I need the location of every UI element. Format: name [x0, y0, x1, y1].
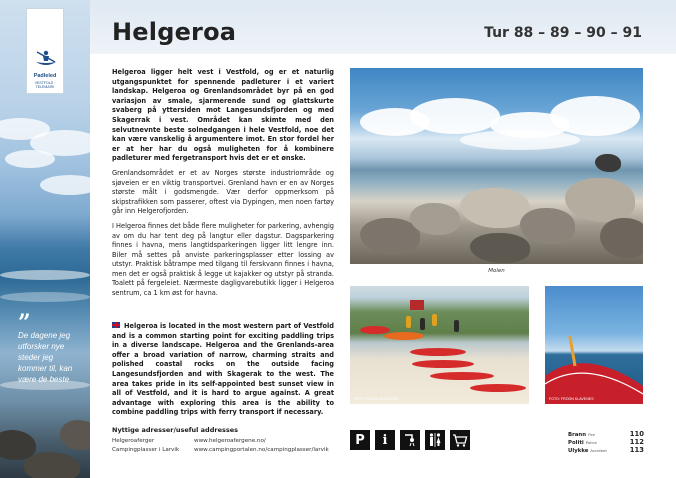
emergency-label-en: Accident — [590, 448, 607, 453]
kayak-bow — [545, 336, 643, 404]
emergency-row — [568, 430, 644, 438]
logo-text: Padleled — [33, 73, 57, 79]
body-paragraph: I Helgeroa finnes det både flere muligheter for parkering, avhengig av om du har tent deg på langtur eller dagstur. Dagsparkering finnes i havna, mens langtidsparkeringen ligger litt lengre inn. Biler må settes på anviste parkeringsplasser etter lossing av utstyr. Praktisk båtrampe med tilgang til ferskvann finnes i havna, men det er også praktisk å legge ut kajakker og utstyr på stranda. Toalett på fergeleiet. Nærmeste dagligvarebutikk ligger i Helgeroa sentrum, ca 1 km øst for havna. — [112, 221, 334, 298]
sidebar-photo — [0, 0, 90, 478]
english-text: Helgeroa is located in the most western part of Vestfold and is a common starting point for exciting paddling trips in a diverse landscape. Helgeroa and the Grenlands-area offer a broad variation of narrow, charming straits and polished coastal rocks on the outside facing Langesundsfjorden and with Skagerak to the west. The area takes pride in its self-appointed best sunset view in all of Vestfold, and it is hard to argue against. A great advantage with exploring this area is the ability to combine paddling trips with ferry transport if necessary. — [112, 322, 334, 417]
quote-mark-icon: ” — [18, 310, 31, 336]
beach-kayaks-photo — [350, 286, 529, 404]
tour-numbers: Tur 88 – 89 – 90 – 91 — [484, 25, 642, 41]
address-row — [112, 446, 372, 455]
emergency-label: Ulykke — [568, 448, 589, 454]
english-summary — [112, 322, 334, 418]
facility-icons — [350, 430, 470, 450]
main-photo-caption: Molen — [488, 268, 505, 274]
addresses-title: Nyttige adresser/useful addresses — [112, 426, 238, 434]
norwegian-text — [112, 68, 334, 304]
photo-credit: FOTO: FROGN KLAVENES — [354, 397, 399, 401]
main-photo-molen — [350, 68, 643, 264]
shop-icon — [450, 430, 470, 450]
kayak-closeup-photo — [545, 286, 643, 404]
uk-flag-icon — [112, 322, 120, 328]
emergency-label: Politi — [568, 440, 584, 446]
info-icon: i — [375, 430, 395, 450]
kayak-paddler-icon — [35, 49, 57, 67]
addresses-list — [112, 437, 372, 455]
address-name: Helgeroaferger — [112, 438, 155, 444]
emergency-numbers — [568, 430, 644, 454]
red-house — [410, 300, 424, 310]
emergency-number: 110 — [629, 430, 644, 438]
emergency-row — [568, 446, 644, 454]
address-name: Campingplasser i Larvik — [112, 447, 180, 453]
sidebar-quote: De dagene jeg utforsker nye steder jeg kommer til, kan være de beste — [18, 331, 73, 384]
intro-paragraph: Helgeroa ligger helt vest i Vestfold, og er et naturlig utgangspunktet for spennende padleturer i et variert landskap. Helgeroa og Grenlandsområdet byr på en god variasjon av smale, sjarmerende sund og glattskurte svaberg på yttersiden mot Langesundsfjorden og med Skagerrak i vest. Området kan skimte med den selvutnevnte beste solnedgangen i hele Vestfold, noe det kan være vanskelig å argumentere imot. En stor fordel her er at her har du også muligheten for å kombinere padleturer med fergetransport hvis det er et ønske. — [112, 68, 334, 163]
emergency-label-en: Police — [585, 440, 597, 445]
emergency-number: 112 — [629, 438, 644, 446]
emergency-row — [568, 438, 644, 446]
shower-icon — [400, 430, 420, 450]
address-row — [112, 437, 372, 446]
page-title: Helgeroa — [112, 18, 237, 46]
emergency-label-en: Fire — [588, 432, 595, 437]
emergency-label: Brann — [568, 432, 587, 438]
logo-subtext: VESTFOLD · TELEMARK — [34, 81, 56, 89]
photo-credit: FOTO: FROGN KLAVENES — [549, 397, 594, 401]
padleled-logo — [26, 8, 64, 94]
toilet-icon — [425, 430, 445, 450]
emergency-number: 113 — [629, 446, 644, 454]
body-paragraph: Grenlandsområdet er et av Norges største industriområde og sjøveien er en viktig transportvei. Grenland havn er en av Norges største målt i godsmengde. Vær derfor oppmerksom på skipstrafikken som passerer, oftest via Dypingen, men noen fartøy går inn Helgerofjorden. — [112, 168, 334, 216]
address-link[interactable]: www.campingportalen.no/campingplasser/larvik — [194, 447, 329, 453]
address-link[interactable]: www.helgeroafergene.no/ — [194, 438, 266, 444]
parking-icon: P — [350, 430, 370, 450]
